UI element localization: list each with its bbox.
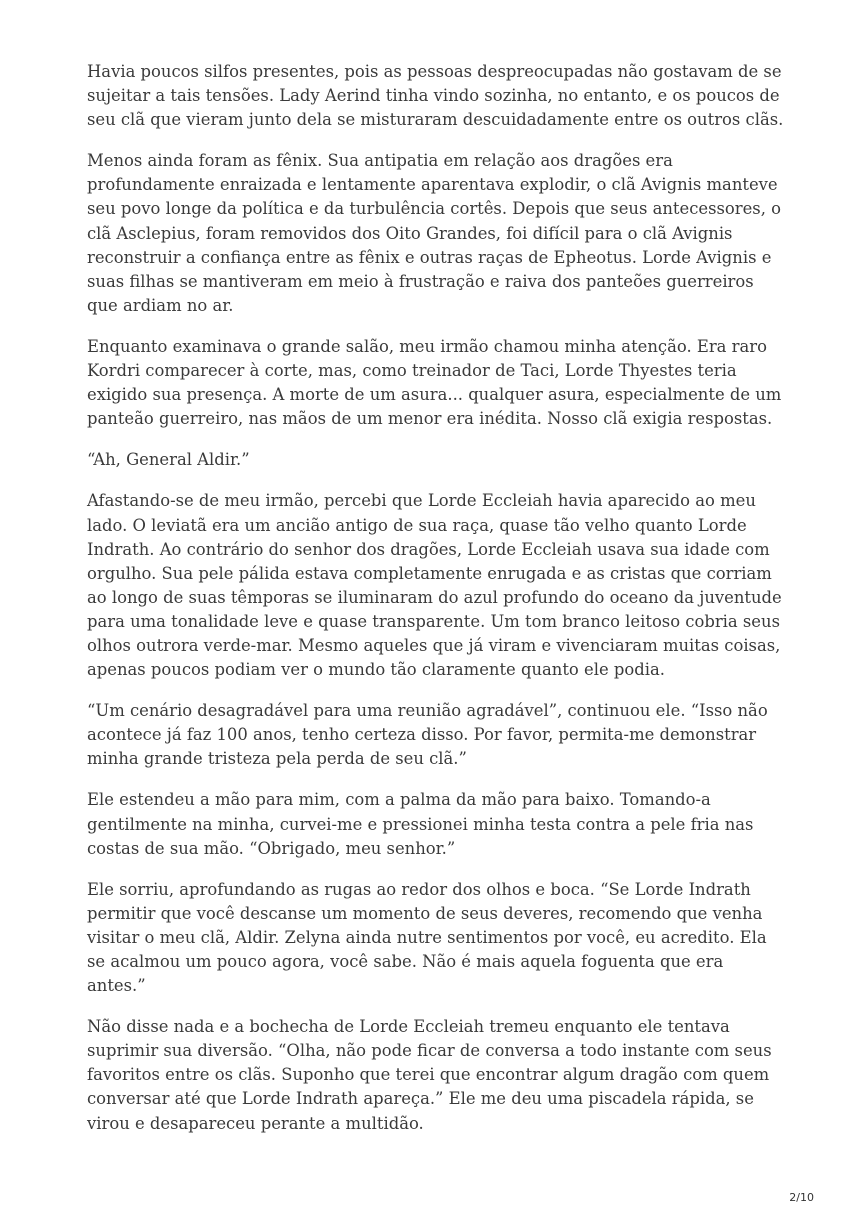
paragraph: “Um cenário desagradável para uma reunião agradável”, continuou ele. “Isso não acontece já faz 100 anos, tenho certeza disso. Por favor, permita-me demonstrar minha grande tristeza pela perda de seu clã.”	[87, 701, 768, 769]
paragraph: Afastando-se de meu irmão, percebi que Lorde Eccleiah havia aparecido ao meu lado. O leviatã era um ancião antigo de sua raça, quase tão velho quanto Lorde Indrath. Ao contrário do senhor dos dragões, Lorde Eccleiah usava sua idade com orgulho. Sua pele pálida estava completamente enrugada e as cristas que corriam ao longo de suas têmporas se iluminaram do azul profundo do oceano da juventude para uma tonalidade leve e quase transparente. Um tom branco leitoso cobria seus olhos outrora verde-mar. Mesmo aqueles que já viram e vivenciaram muitas coisas, apenas poucos podiam ver o mundo tão claramente quanto ele podia.	[87, 491, 782, 680]
paragraph: Enquanto examinava o grande salão, meu irmão chamou minha atenção. Era raro Kordri comparecer à corte, mas, como treinador de Taci, Lorde Thyestes teria exigido sua presença. A morte de um asura... qualquer asura, especialmente de um panteão guerreiro, nas mãos de um menor era inédita. Nosso clã exigia respostas.	[87, 336, 782, 429]
paragraph: Ele sorriu, aprofundando as rugas ao redor dos olhos e boca. “Se Lorde Indrath permitir que você descanse um momento de seus deveres, recomendo que venha visitar o meu clã, Aldir. Zelyna ainda nutre sentimentos por você, eu acredito. Ela se acalmou um pouco agora, você sabe. Não é mais aquela foguenta que era antes.”	[87, 879, 767, 996]
paragraph: Menos ainda foram as fênix. Sua antipatia em relação aos dragões era profundamente enraizada e lentamente aparentava explodir, o clã Avignis manteve seu povo longe da política e da turbulência cortês. Depois que seus antecessores, o clã Asclepius, foram removidos dos Oito Grandes, foi difícil para o clã Avignis reconstruir a confiança entre as fênix e outras raças de Epheotus. Lorde Avignis e suas filhas se mantiveram em meio à frustração e raiva dos panteões guerreiros que ardiam no ar.	[87, 151, 782, 315]
paragraph: “Ah, General Aldir.”	[87, 450, 250, 470]
page-number: 2/10	[789, 1191, 814, 1204]
document-body	[87, 60, 787, 1153]
paragraph: Havia poucos silfos presentes, pois as pessoas despreocupadas não gostavam de se sujeitar a tais tensões. Lady Aerind tinha vindo sozinha, no entanto, e os poucos de seu clã que vieram junto dela se misturaram descuidadamente entre os outros clãs.	[87, 62, 784, 130]
paragraph: Ele estendeu a mão para mim, com a palma da mão para baixo. Tomando-a gentilmente na minha, curvei-me e pressionei minha testa contra a pele fria nas costas de sua mão. “Obrigado, meu senhor.”	[87, 790, 754, 858]
paragraph: Não disse nada e a bochecha de Lorde Eccleiah tremeu enquanto ele tentava suprimir sua diversão. “Olha, não pode ficar de conversa a todo instante com seus favoritos entre os clãs. Suponho que terei que encontrar algum dragão com quem conversar até que Lorde Indrath apareça.” Ele me deu uma piscadela rápida, se virou e desapareceu perante a multidão.	[87, 1017, 772, 1133]
